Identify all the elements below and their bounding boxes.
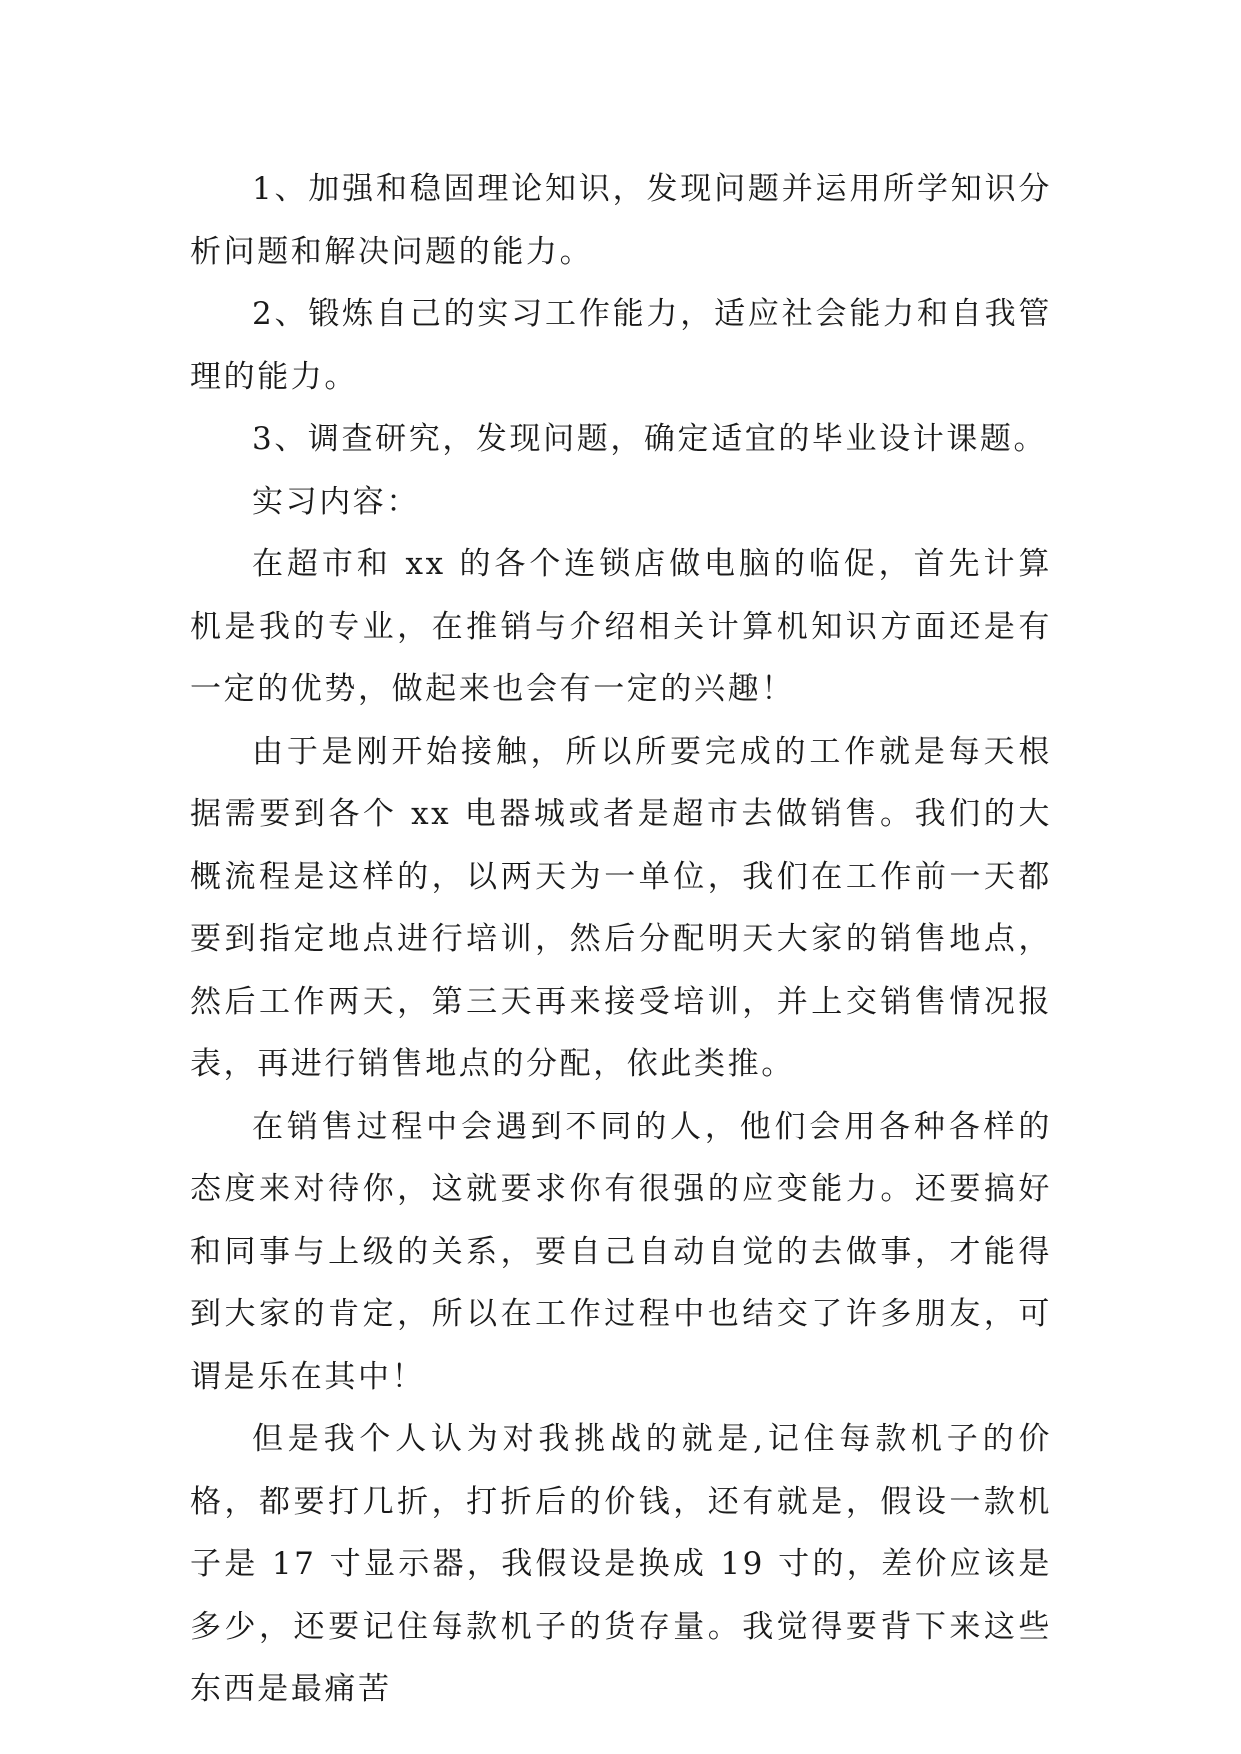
- paragraph-sales-promotion: 在超市和 xx 的各个连锁店做电脑的临促，首先计算机是我的专业，在推销与介绍相关计算机知识方面还是有一定的优势，做起来也会有一定的兴趣！: [190, 546, 1052, 707]
- paragraph-challenges: 但是我个人认为对我挑战的就是,记住每款机子的价格，都要打几折，打折后的价钱，还有就是，假设一款机子是 17 寸显示器，我假设是换成 19 寸的，差价应该是多少，还要记住每款机子的货存量。我觉得要背下来这些东西是最痛苦: [190, 1421, 1052, 1707]
- paragraph-goal-1: 1、加强和稳固理论知识，发现问题并运用所学知识分析问题和解决问题的能力。: [190, 171, 1052, 270]
- paragraph-goal-2: 2、锻炼自己的实习工作能力，适应社会能力和自我管理的能力。: [190, 296, 1052, 395]
- section-heading-internship-content: 实习内容：: [252, 483, 420, 520]
- document-body: [190, 158, 1052, 1721]
- paragraph-goal-3: 3、调查研究，发现问题，确定适宜的毕业设计课题。: [252, 421, 1048, 457]
- paragraph-work-process: 由于是刚开始接触，所以所要完成的工作就是每天根据需要到各个 xx 电器城或者是超市去做销售。我们的大概流程是这样的，以两天为一单位，我们在工作前一天都要到指定地点进行培训，然后分配明天大家的销售地点，然后工作两天，第三天再来接受培训，并上交销售情况报表，再进行销售地点的分配，依此类推。: [190, 733, 1052, 1082]
- paragraph-customer-interaction: 在销售过程中会遇到不同的人，他们会用各种各样的态度来对待你，这就要求你有很强的应变能力。还要搞好和同事与上级的关系，要自己自动自觉的去做事，才能得到大家的肯定，所以在工作过程中也结交了许多朋友，可谓是乐在其中！: [190, 1108, 1052, 1395]
